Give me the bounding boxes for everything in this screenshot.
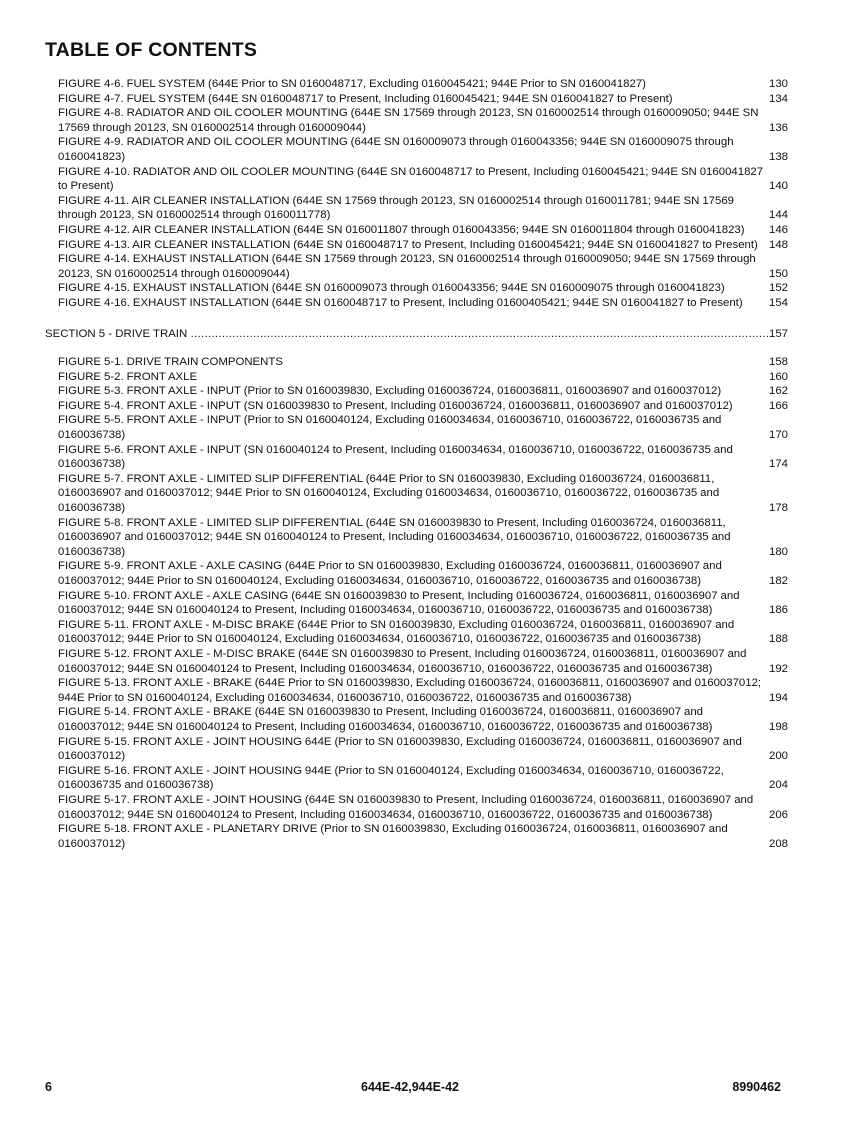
toc-entry[interactable] [58,92,788,107]
toc-entry-title: FIGURE 5-17. FRONT AXLE - JOINT HOUSING (644E SN 0160039830 to Present, Including 0160036724, 0160036811, 0160036907 and 0160037012; 944E SN 0160040124 to Present, Including 0160034634, 0160036710, 0160036722, 0160036735 and 0160036738) ..... [58,794,788,822]
toc-entry-page: 178 [768,502,788,515]
toc-entry-page: 186 [768,604,788,617]
toc-entry-page: 136 [768,121,788,134]
toc-entry-page: 208 [768,837,788,850]
toc-entry-title: FIGURE 4-16. EXHAUST INSTALLATION (644E SN 0160048717 to Present, Including 01600405421; 944E SN 0160041827 to Present) ..... [58,297,788,311]
toc-entry-page: 198 [768,720,788,733]
toc-entry-title: FIGURE 4-10. RADIATOR AND OIL COOLER MOUNTING (644E SN 0160048717 to Present, Including 0160045421; 944E SN 0160041827 to Present) ..... [58,166,788,194]
toc-entry[interactable] [58,296,788,311]
toc-entry[interactable] [58,647,788,676]
toc-entry-page: 138 [768,150,788,163]
toc-entry-page: 154 [768,296,788,309]
toc-entry-page: 148 [768,238,788,251]
toc-entry-page: 170 [768,429,788,442]
toc-entry-title: FIGURE 4-8. RADIATOR AND OIL COOLER MOUNTING (644E SN 17569 through 20123, SN 0160002514 through 0160009050; 944E SN 17569 through 20123, SN 0160002514 through 0160009044) ..... [58,107,788,135]
toc-entry[interactable] [58,735,788,764]
toc-entry-title: FIGURE 4-12. AIR CLEANER INSTALLATION (644E SN 0160011807 through 0160043356; 944E SN 0160011804 through 0160041823) ..... [58,224,788,238]
toc-entry[interactable] [58,705,788,734]
toc-entry[interactable] [58,355,788,370]
toc-entry-page: 130 [768,78,788,90]
toc-entry[interactable] [58,223,788,238]
footer-model: 644E-42,944E-42 [361,1080,459,1094]
toc-entry-title: FIGURE 5-4. FRONT AXLE - INPUT (SN 0160039830 to Present, Including 0160036724, 0160036811, 0160036907 and 0160037012) ..... [58,400,788,414]
toc-entry[interactable] [58,399,788,414]
toc-entry[interactable] [58,135,788,164]
toc-entry-title: FIGURE 4-13. AIR CLEANER INSTALLATION (644E SN 0160048717 to Present, Including 0160045421; 944E SN 0160041827 to Present) ..... [58,239,788,253]
toc-entry[interactable] [58,194,788,223]
toc-entry-page: 204 [768,779,788,792]
toc-entry-page: 140 [768,180,788,193]
toc-entry-title: FIGURE 5-15. FRONT AXLE - JOINT HOUSING 644E (Prior to SN 0160039830, Excluding 0160036724, 0160036811, 0160036907 and 0160037012) ..... [58,736,788,764]
toc-entry-title: FIGURE 5-18. FRONT AXLE - PLANETARY DRIVE (Prior to SN 0160039830, Excluding 0160036724, 0160036811, 0160036907 and 0160037012) ..... [58,823,788,851]
toc-entry[interactable] [58,443,788,472]
toc-entry-title: FIGURE 5-13. FRONT AXLE - BRAKE (644E Prior to SN 0160039830, Excluding 0160036724, 0160036811, 0160036907 and 0160037012; 944E Prior to SN 0160040124, Excluding 0160034634, 0160036710, 0160036722, 0160036735 and 0160036738) ..... [58,677,788,705]
toc-entry[interactable] [58,281,788,296]
toc-entry-title: FIGURE 5-3. FRONT AXLE - INPUT (Prior to SN 0160039830, Excluding 0160036724, 0160036811, 0160036907 and 0160037012) ..... [58,385,788,399]
toc-entry-title: FIGURE 5-1. DRIVE TRAIN COMPONENTS ..... [58,356,788,370]
toc-entry-page: 134 [768,92,788,105]
toc-entry[interactable] [58,106,788,135]
toc-entry-title: FIGURE 5-10. FRONT AXLE - AXLE CASING (644E SN 0160039830 to Present, Including 0160036724, 0160036811, 0160036907 and 0160037012; 944E SN 0160040124 to Present, Including 0160034634, 0160036710, 0160036722, 0160036735 and 0160036738) ..... [58,590,788,618]
toc-entry[interactable] [58,472,788,516]
toc-entry-page: 200 [768,750,788,763]
footer-doc-number: 8990462 [732,1080,781,1094]
toc-entry-page: 188 [768,633,788,646]
toc-entry-title: FIGURE 5-9. FRONT AXLE - AXLE CASING (644E Prior to SN 0160039830, Excluding 0160036724, 0160036811, 0160036907 and 0160037012; 944E Prior to SN 0160040124, Excluding 0160034634, 0160036710, 0160036722, 0160036735 and 0160036738) ..... [58,560,788,588]
toc-entry-title: FIGURE 4-9. RADIATOR AND OIL COOLER MOUNTING (644E SN 0160009073 through 0160043356; 944E SN 0160009075 through 0160041823) ..... [58,136,788,164]
toc-entry-title: FIGURE 5-16. FRONT AXLE - JOINT HOUSING 944E (Prior to SN 0160040124, Excluding 0160034634, 0160036710, 0160036722, 0160036735 and 0160036738) ..... [58,765,788,793]
toc-entry-page: 206 [768,808,788,821]
toc-entry[interactable] [58,413,788,442]
toc-entry-title: FIGURE 5-12. FRONT AXLE - M-DISC BRAKE (644E SN 0160039830 to Present, Including 0160036724, 0160036811, 0160036907 and 0160037012; 944E SN 0160040124 to Present, Including 0160034634, 0160036710, 0160036722, 0160036735 and 0160036738) ..... [58,648,788,676]
toc-group-section5 [45,355,790,851]
toc-section-heading[interactable] [45,327,788,342]
toc-entry-title: FIGURE 5-6. FRONT AXLE - INPUT (SN 0160040124 to Present, Including 0160034634, 0160036710, 0160036722, 0160036735 and 0160036738) ..... [58,444,788,472]
toc-entry-page: 180 [768,545,788,558]
toc-entry-page: 166 [768,399,788,412]
toc-entry-page: 158 [768,356,788,369]
toc-entry[interactable] [58,384,788,399]
toc-entry-page: 174 [768,458,788,471]
toc-entry-title: FIGURE 4-11. AIR CLEANER INSTALLATION (644E SN 17569 through 20123, SN 0160002514 through 0160011781; 944E SN 17569 through 20123, SN 0160002514 through 0160011778) ..... [58,195,788,223]
toc-entry-title: FIGURE 4-7. FUEL SYSTEM (644E SN 0160048717 to Present, Including 0160045421; 944E SN 0160041827 to Present) ..... [58,93,788,107]
toc-entry-title: FIGURE 5-7. FRONT AXLE - LIMITED SLIP DIFFERENTIAL (644E Prior to SN 0160039830, Excluding 0160036724, 0160036811, 0160036907 and 0160037012; 944E Prior to SN 0160040124, Excluding 0160034634, 0160036710, 0160036722, 0160036735 and 0160036738) ..... [58,473,788,516]
toc-entry[interactable] [58,793,788,822]
toc-entry[interactable] [58,516,788,560]
toc-entry[interactable] [58,77,788,92]
toc-entry-page: 144 [768,209,788,222]
toc-entry-title: FIGURE 5-8. FRONT AXLE - LIMITED SLIP DIFFERENTIAL (644E SN 0160039830 to Present, Including 0160036724, 0160036811, 0160036907 and 0160037012; 944E SN 0160040124 to Present, Including 0160034634, 0160036710, 0160036722, 0160036735 and 0160036738) ..... [58,517,788,560]
toc-entry-title: FIGURE 4-15. EXHAUST INSTALLATION (644E SN 0160009073 through 0160043356; 944E SN 0160009075 through 0160041823) ..... [58,282,788,296]
toc-entry[interactable] [58,589,788,618]
toc-entry-page: 194 [768,691,788,704]
toc-entry[interactable] [58,559,788,588]
toc-entry[interactable] [58,618,788,647]
toc-entry-title: FIGURE 4-6. FUEL SYSTEM (644E Prior to SN 0160048717, Excluding 0160045421; 944E Prior to SN 0160041827) ..... [58,78,788,92]
toc-entry[interactable] [58,370,788,385]
toc-entry[interactable] [58,252,788,281]
toc-group-section4 [45,77,790,311]
toc-entry-page: 182 [768,575,788,588]
toc-entry-title: FIGURE 4-14. EXHAUST INSTALLATION (644E SN 17569 through 20123, SN 0160002514 through 0160009050; 944E SN 17569 through 20123, SN 0160002514 through 0160009044) ..... [58,253,788,281]
toc-entry[interactable] [58,238,788,253]
toc-entry-title: FIGURE 5-11. FRONT AXLE - M-DISC BRAKE (644E Prior to SN 0160039830, Excluding 0160036724, 0160036811, 0160036907 and 0160037012; 944E Prior to SN 0160040124, Excluding 0160034634, 0160036710, 0160036722, 0160036735 and 0160036738) ..... [58,619,788,647]
toc-section-page: 157 [768,327,788,340]
toc-list [45,77,790,851]
footer-page-number: 6 [45,1080,52,1094]
toc-entry-page: 162 [768,385,788,398]
toc-entry-title: FIGURE 5-5. FRONT AXLE - INPUT (Prior to SN 0160040124, Excluding 0160034634, 0160036710, 0160036722, 0160036735 and 0160036738) ..... [58,414,788,442]
toc-entry[interactable] [58,764,788,793]
toc-entry-title: FIGURE 5-2. FRONT AXLE ..... [58,371,788,385]
toc-entry[interactable] [58,822,788,851]
page-title: TABLE OF CONTENTS [45,39,258,61]
toc-entry[interactable] [58,165,788,194]
toc-entry-page: 192 [768,662,788,675]
toc-entry-page: 152 [768,282,788,295]
toc-entry-page: 160 [768,370,788,383]
toc-entry[interactable] [58,676,788,705]
toc-section-title: SECTION 5 - DRIVE TRAIN ..... [45,328,788,340]
toc-entry-page: 146 [768,223,788,236]
toc-entry-page: 150 [768,267,788,280]
toc-entry-title: FIGURE 5-14. FRONT AXLE - BRAKE (644E SN 0160039830 to Present, Including 0160036724, 0160036811, 0160036907 and 0160037012; 944E SN 0160040124 to Present, Including 0160034634, 0160036710, 0160036722, 0160036735 and 0160036738) ..... [58,706,788,734]
